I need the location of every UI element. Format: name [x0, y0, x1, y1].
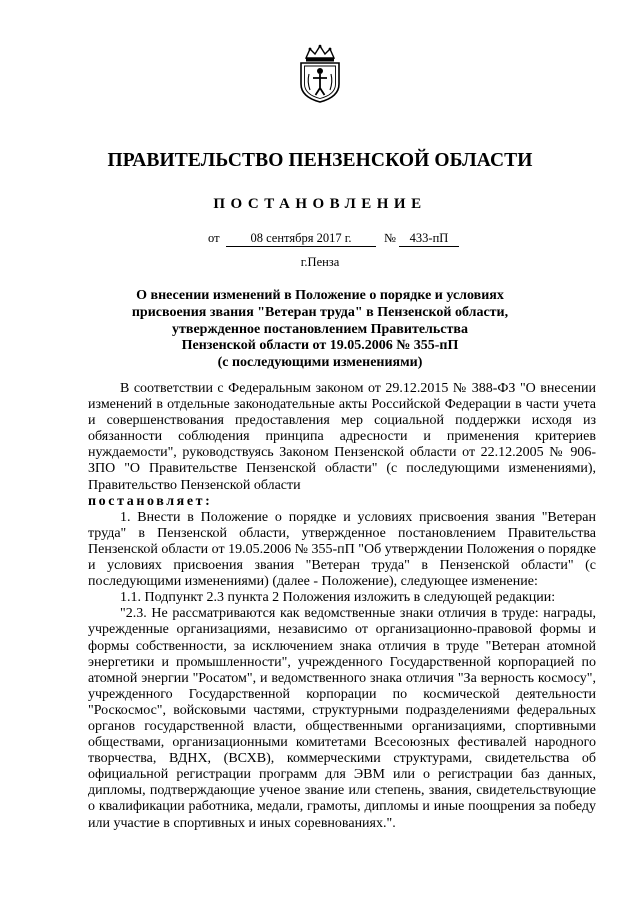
heading-line: О внесении изменений в Положение о порядке и условиях: [136, 288, 504, 303]
item-1-paragraph: 1. Внести в Положение о порядке и условиях присвоения звания "Ветеран труда" в Пензенской области, утвержденное постановлением Правительства Пензенской области от 19.05.2006 № 355-пП "Об утверждении Положения о порядке и условиях присвоения звания "Ветеран труда" в Пензенской области" (с последующими изменениями) (далее - Положение), следующее изменение:: [88, 509, 596, 590]
coat-of-arms-icon: [296, 44, 344, 104]
heading-line: утвержденное постановлением Правительства: [172, 321, 468, 337]
heading-line: Пензенской области от 19.05.2006 № 355-пП: [181, 338, 459, 354]
item-1-1-paragraph: 1.1. Подпункт 2.3 пункта 2 Положения изложить в следующей редакции:: [120, 590, 556, 606]
document-heading: [120, 288, 520, 372]
organization-title: ПРАВИТЕЛЬСТВО ПЕНЗЕНСКОЙ ОБЛАСТИ: [107, 150, 533, 171]
document-date: 08 сентября 2017 г.: [226, 231, 376, 247]
document-number: 433-пП: [399, 231, 459, 247]
date-prefix: от: [208, 231, 220, 245]
city: г.Пенза: [300, 255, 340, 269]
quoted-amendment-paragraph: "2.3. Не рассматриваются как ведомственные знаки отличия в труде: награды, учрежденные организациями, независимо от организационно-правовой формы и формы собственности, за исключением знака отличия в труде "Ветеран атомной энергетики и промышленности", учрежденного Государственной корпорацией по атомной энергии "Росатом", и ведомственного знака отличия "За верность космосу", учрежденного Государственной корпорации по космической деятельности "Роскосмос", войсковыми частями, структурными подразделениями федеральных органов государственной власти, общественными организациями, спортивными обществами, организационными комитетами Всесоюзных фестивалей народного творчества, ВДНХ, (ВСХВ), коммерческими структурами, свидетельства об официальной регистрации программ для ЭВМ или о регистрации баз данных, дипломы, подтверждающие ученое звание или степень, звания, свидетельствующие о квалификации работника, медали, грамоты, дипломы и иные поощрения за победу или участие в спортивных и иных соревнованиях.".: [88, 606, 596, 831]
heading-line: (с последующими изменениями): [217, 355, 423, 371]
document-type: ПОСТАНОВЛЕНИЕ: [213, 196, 427, 212]
heading-line: присвоения звания "Ветеран труда" в Пензенской области,: [131, 304, 509, 320]
document-body: [88, 381, 596, 832]
decree-word: постановляет:: [88, 493, 213, 509]
preamble-paragraph: В соответствии с Федеральным законом от 29.12.2015 № 388-ФЗ "О внесении изменений в отдельные законодательные акты Российской Федерации в части учета и совершенствования предоставления мер социальной поддержки исходя из обязанности соблюдения принципа адресности и применения критериев нуждаемости", руководствуясь Законом Пензенской области от 22.12.2005 № 906-ЗПО "О Правительстве Пензенской области" (с последующими изменениями), Правительство Пензенской области: [88, 381, 596, 493]
number-prefix: №: [384, 231, 396, 245]
